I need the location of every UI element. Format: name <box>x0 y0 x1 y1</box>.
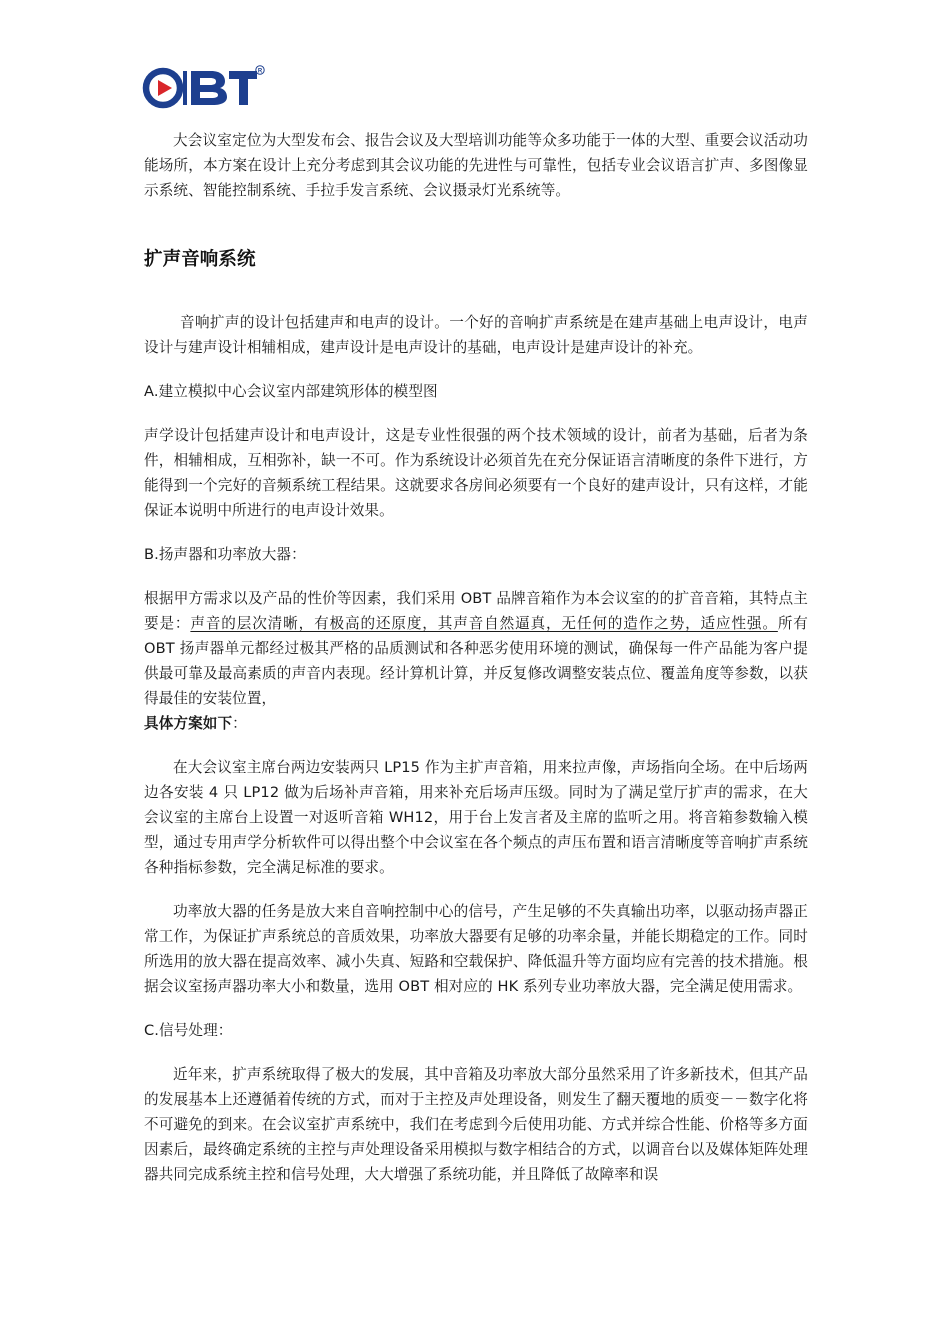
intro-paragraph: 大会议室定位为大型发布会、报告会议及大型培训功能等众多功能于一体的大型、重要会议活动功能场所，本方案在设计上充分考虑到其会议功能的先进性与可靠性，包括专业会议语言扩声、多图像显示系统、智能控制系统、手拉手发言系统、会议摄录灯光系统等。 <box>144 132 808 199</box>
plan-label-bold: 具体方案如下 <box>144 715 233 732</box>
part-b-para2: 功率放大器的任务是放大来自音响控制中心的信号，产生足够的不失真输出功率，以驱动扬声器正常工作，为保证扩声系统总的音质效果，功率放大器要有足够的功率余量，并能长期稳定的工作。同时所选用的放大器在提高效率、减小失真、短路和空载保护、降低温升等方面均应有完善的技术措施。根据会议室扬声器功率大小和数量，选用 OBT 相对应的 HK 系列专业功率放大器，完全满足使用需求。 <box>144 903 808 995</box>
plan-label-colon: ： <box>232 715 247 732</box>
section-intro-paragraph: 音响扩声的设计包括建声和电声的设计。一个好的音响扩声系统是在建声基础上电声设计，电声设计与建声设计相辅相成，建声设计是电声设计的基础，电声设计是建声设计的补充。 <box>144 314 808 356</box>
obt-logo <box>141 64 266 110</box>
part-b-heading: B.扬声器和功率放大器： <box>144 546 306 563</box>
section-title: 扩声音响系统 <box>144 249 256 270</box>
part-b-para1: 在大会议室主席台两边安装两只 LP15 作为主扩声音箱，用来拉声像，声场指向全场。在中后场两边各安装 4 只 LP12 做为后场补声音箱，用来补充后场声压级。同时为了满足堂厅扩声的需求，在大会议室的主席台上设置一对返听音箱 WH12，用于台上发言者及主席的监听之用。将音箱参数输入模型，通过专用声学分析软件可以得出整个中会议室在各个频点的声压布置和语言清晰度等音响扩声系统各种指标参数，完全满足标准的要求。 <box>144 759 808 876</box>
svg-text:R: R <box>257 68 263 75</box>
part-a-body: 声学设计包括建声设计和电声设计，这是专业性很强的两个技术领域的设计，前者为基础，后者为条件，相辅相成，互相弥补，缺一不可。作为系统设计必须首先在充分保证语言清晰度的条件下进行，方能得到一个完好的音频系统工程结果。这就要求各房间必须要有一个良好的建声设计，只有这样，才能保证本说明中所进行的电声设计效果。 <box>144 427 808 519</box>
part-b-body-underlined: 声音的层次清晰，有极高的还原度，其声音自然逼真，无任何的造作之势，适应性强。 <box>190 615 778 632</box>
part-c-body: 近年来，扩声系统取得了极大的发展，其中音箱及功率放大部分虽然采用了许多新技术，但其产品的发展基本上还遵循着传统的方式，而对于主控及声处理设备，则发生了翻天覆地的质变－－数字化将不可避免的到来。在会议室扩声系统中，我们在考虑到今后使用功能、方式并综合性能、价格等多方面因素后，最终确定系统的主控与声处理设备采用模拟与数字相结合的方式，以调音台以及媒体矩阵处理器共同完成系统主控和信号处理，大大增强了系统功能，并且降低了故障率和误 <box>144 1066 808 1183</box>
part-b-body-pre: 根据甲方需求以及产品的性价等因素，我们采用 OBT 品牌音箱作为本会议室的的扩音音箱，其特点主要是： <box>144 590 808 632</box>
part-b-body <box>144 586 808 711</box>
part-a-heading: A.建立模拟中心会议室内部建筑形体的模型图 <box>144 383 438 400</box>
plan-label <box>144 711 808 736</box>
part-b-body-post: 所有 OBT 扬声器单元都经过极其严格的品质测试和各种恶劣使用环境的测试，确保每一件产品能为客户提供最可靠及最高素质的声音内表现。经计算机计算，并反复修改调整安装点位、覆盖角度等参数，以获得最佳的安装位置， <box>144 615 808 707</box>
document-body <box>144 128 808 1187</box>
part-c-heading: C.信号处理： <box>144 1022 233 1039</box>
